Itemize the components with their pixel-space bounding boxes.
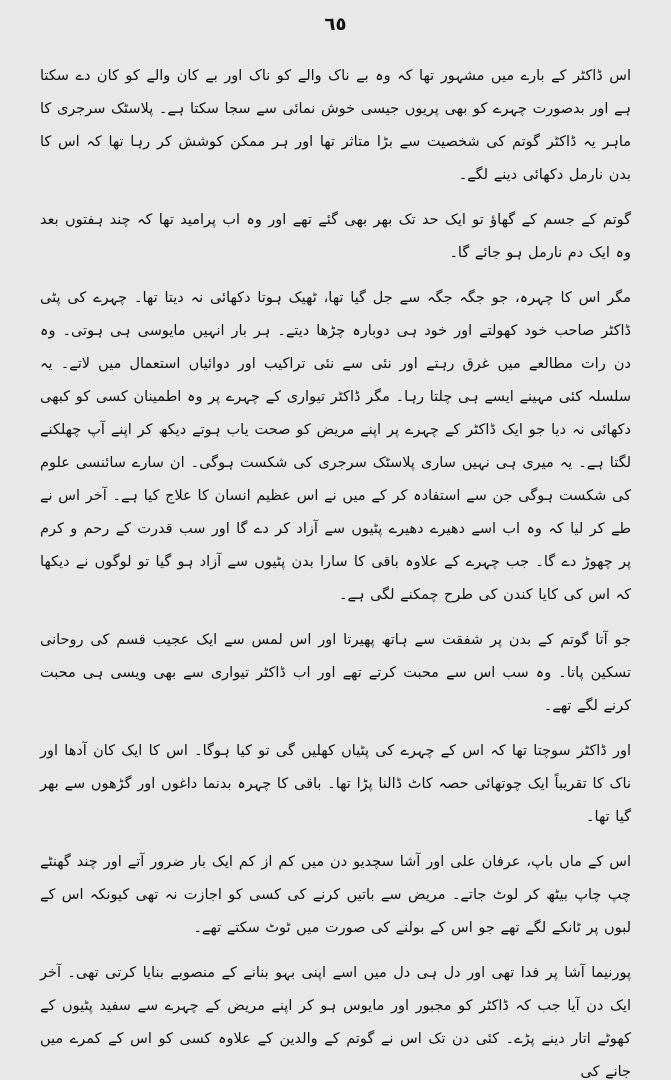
paragraph-2: گوتم کے جسم کے گھاؤ تو ایک حد تک بھر بھی گئے تھے اور وہ اب پرامید تھا کہ چند ہفتوں بعد وہ ایک دم نارمل ہو جائے گا۔ (40, 212, 631, 261)
paragraph-7: پورنیما آشا پر فدا تھی اور دل ہی دل میں اسے اپنی بہو بنانے کے منصوبے بنایا کرتی تھی۔ آخر ایک دن آیا جب کہ ڈاکٹر کو مجبور اور مایوس ہو کر اپنے مریض کے چہرے سے سفید پٹیوں کے کھوٹے اتار دینے پڑے۔ کئی دن تک اس نے گوتم کے والدین کے علاوہ کسی کو اس کے کمرے میں جانے کی (40, 965, 631, 1080)
paragraph-5: اور ڈاکٹر سوچتا تھا کہ اس کے چہرے کی پٹیاں کھلیں گی تو کیا ہوگا۔ اس کا ایک کان آدھا اور ناک کا تقریباً ایک چوتھائی حصہ کاٹ ڈالنا پڑا تھا۔ باقی کا چہرہ بدنما داغوں اور گڑھوں سے بھر گیا تھا۔ (40, 743, 631, 825)
page-number: ٦٥ (324, 14, 347, 35)
paragraph-1: اس ڈاکٹر کے بارے میں مشہور تھا کہ وہ بے ناک والے کو ناک اور بے کان والے کو کان دے سکتا ہے اور بدصورت چہرے کو بھی پریوں جیسی خوش نمائی سے سجا سکتا ہے۔ پلاسٹک سرجری کا ماہر یہ ڈاکٹر گوتم کی شخصیت سے بڑا متاثر تھا اور ہر ممکن کوشش کر رہا تھا کہ اس کا بدن نارمل دکھائی دینے لگے۔ (40, 68, 631, 183)
paragraph-6: اس کے ماں باپ، عرفان علی اور آشا سچدیو دن میں کم از کم ایک بار ضرور آتے اور چند گھنٹے چپ چاپ بیٹھ کر لوٹ جاتے۔ مریض سے باتیں کرنے کی کسی کو اجازت نہ تھی کیونکہ اس کے لبوں پر ٹانکے لگے تھے جو اس کے بولنے کی صورت میں ٹوٹ سکتے تھے۔ (40, 854, 631, 936)
paragraph-4: جو آتا گوتم کے بدن پر شفقت سے ہاتھ پھیرتا اور اس لمس سے ایک عجیب قسم کی روحانی تسکین پاتا۔ وہ سب اس سے محبت کرتے تھے اور اب ڈاکٹر تیواری سے بھی ویسی ہی محبت کرنے لگے تھے۔ (40, 632, 631, 714)
page-body (40, 60, 631, 1080)
paragraph-3: مگر اس کا چہرہ، جو جگہ جگہ سے جل گیا تھا، ٹھیک ہوتا دکھائی نہ دیتا تھا۔ چہرے کی پٹی ڈاکٹر صاحب خود کھولتے اور خود ہی دوبارہ چڑھا دیتے۔ ہر بار انہیں مایوسی ہی ہوتی۔ وہ دن رات مطالعے میں غرق رہتے اور نئی سے نئی تراکیب اور دوائیاں استعمال میں لاتے۔ یہ سلسلہ کئی مہینے ایسے ہی چلتا رہا۔ مگر ڈاکٹر تیواری کے چہرے پر وہ اطمینان کسی کو کبھی دکھائی نہ دیا جو ایک ڈاکٹر کے چہرے پر اپنے مریض کو صحت یاب ہوتے دیکھ کر اپنے آپ چھلکنے لگتا ہے۔ یہ میری ہی نہیں ساری پلاسٹک سرجری کی شکست ہوگی۔ ان سارے سائنسی علوم کی شکست ہوگی جن سے استفادہ کر کے میں نے اس عظیم انسان کا علاج کیا ہے۔ آخر اس نے طے کر لیا کہ وہ اب اسے دھیرے دھیرے پٹیوں سے آزاد کر دے گا اور سب قدرت کے رحم و کرم پر چھوڑ دے گا۔ جب چہرے کے علاوہ باقی کا سارا بدن پٹیوں سے آزاد ہو گیا تو لوگوں نے دیکھا کہ اس کی کایا کندن کی طرح چمکنے لگی ہے۔ (40, 290, 631, 603)
